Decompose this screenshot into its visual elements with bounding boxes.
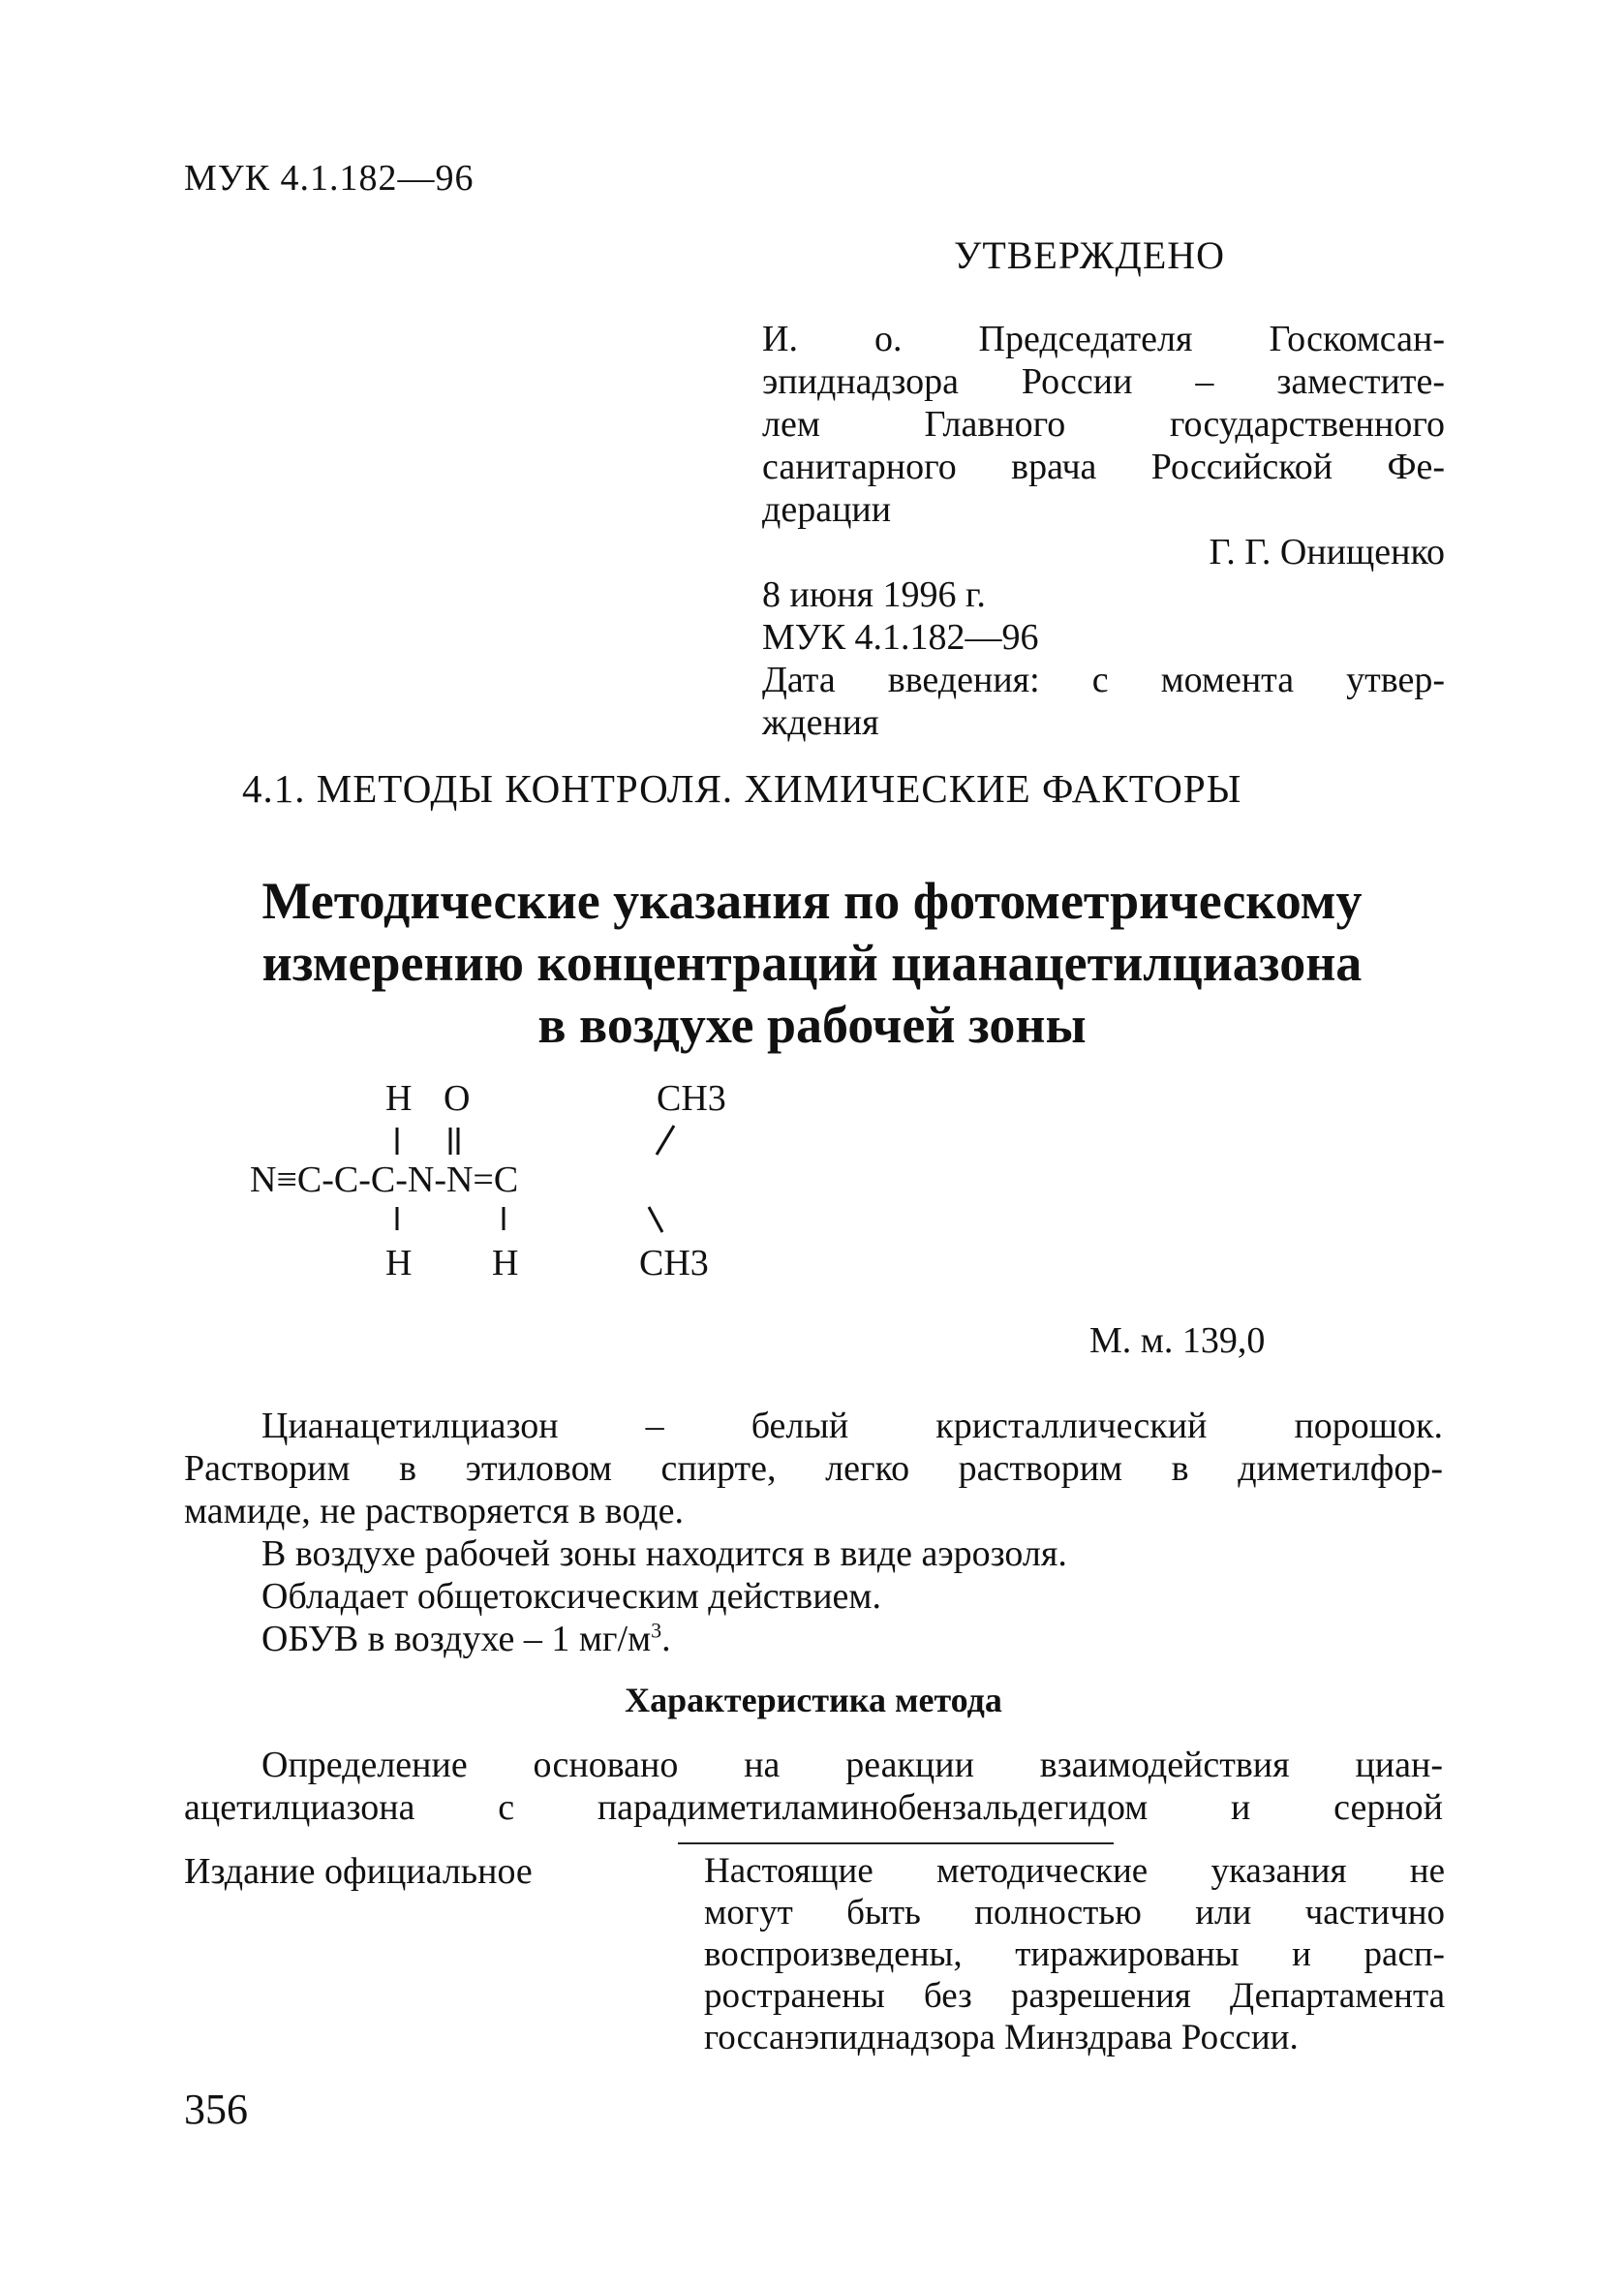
notice-line: Настоящие методические указания не (704, 1851, 1445, 1891)
formula-top-o: O (444, 1078, 471, 1119)
title-line: измерению концентраций цианацетилциазона (261, 934, 1363, 992)
approval-line: И. о. Председателя Госкомсан- (762, 319, 1445, 359)
description-line: В воздухе рабочей зоны находится в виде аэрозоля. (261, 1533, 1067, 1574)
exposure-limit (184, 1618, 1443, 1660)
formula-bottom-h2: H (492, 1243, 519, 1283)
method-line: Определение основано на реакции взаимодействия циан- (261, 1745, 1443, 1785)
notice-line: воспроизведены, тиражированы и расп- (704, 1934, 1445, 1974)
bond-c-ch3-top (657, 1126, 674, 1155)
description-line: мамиде, не растворяется в воде. (184, 1491, 684, 1531)
formula-top-ch3: CH3 (657, 1078, 726, 1119)
approval-block (762, 318, 1445, 744)
exposure-limit-text: ОБУВ в воздухе – 1 мг/м (261, 1619, 652, 1659)
document-number: МУК 4.1.182—96 (184, 158, 475, 199)
approval-line: эпиднадзора России – заместите- (762, 361, 1445, 402)
introduction-date: Дата введения: с момента утвер- (762, 660, 1445, 700)
copyright-notice (704, 1850, 1445, 2058)
description-line: Цианацетилциазон – белый кристаллический порошок. (261, 1406, 1443, 1446)
formula-chain: N≡C-C-C-N-N=C (250, 1159, 519, 1200)
approval-line: лем Главного государственного (762, 404, 1445, 445)
notice-line: могут быть полностью или частично (704, 1893, 1445, 1932)
title-line: в воздухе рабочей зоны (537, 996, 1087, 1054)
formula-bottom-ch3: CH3 (639, 1243, 709, 1283)
approval-doc-number: МУК 4.1.182—96 (762, 617, 1039, 658)
approval-line: дерации (762, 489, 892, 530)
method-block (184, 1744, 1443, 1829)
notice-line: госсанэпиднадзора Минздрава России. (704, 2018, 1299, 2057)
bond-c-ch3-bottom (649, 1207, 662, 1232)
notice-line: ространены без разрешения Департамента (704, 1976, 1445, 2016)
signatory: Г. Г. Онищенко (1209, 532, 1445, 572)
molar-mass: М. м. 139,0 (1089, 1320, 1266, 1361)
edition-label: Издание официальное (184, 1851, 533, 1892)
document-title (145, 870, 1479, 1056)
exposure-limit-superscript: 3 (651, 1618, 662, 1643)
footer-divider (678, 1842, 1114, 1844)
formula-top-h: H (385, 1078, 413, 1119)
description-line: Растворим в этиловом спирте, легко растворим в диметилфор- (184, 1448, 1443, 1489)
description-block (184, 1405, 1443, 1660)
approval-date: 8 июня 1996 г. (762, 574, 986, 615)
section-heading: 4.1. МЕТОДЫ КОНТРОЛЯ. ХИМИЧЕСКИЕ ФАКТОРЫ (242, 766, 1242, 811)
approval-stamp-title: УТВЕРЖДЕНО (954, 233, 1226, 277)
introduction-date-cont: ждения (762, 702, 879, 743)
method-line: ацетилциазона с парадиметиламинобензальдегидом и серной (184, 1787, 1443, 1828)
description-line: Обладает общетоксическим действием. (261, 1576, 881, 1617)
method-heading: Характеристика метода (625, 1681, 1002, 1719)
title-line: Методические указания по фотометрическому (261, 872, 1363, 930)
exposure-limit-end: . (661, 1619, 671, 1659)
page-number: 356 (184, 2086, 248, 2133)
formula-bottom-h1: H (385, 1243, 413, 1283)
approval-line: санитарного врача Российской Фе- (762, 447, 1445, 487)
structural-formula (250, 1071, 753, 1294)
